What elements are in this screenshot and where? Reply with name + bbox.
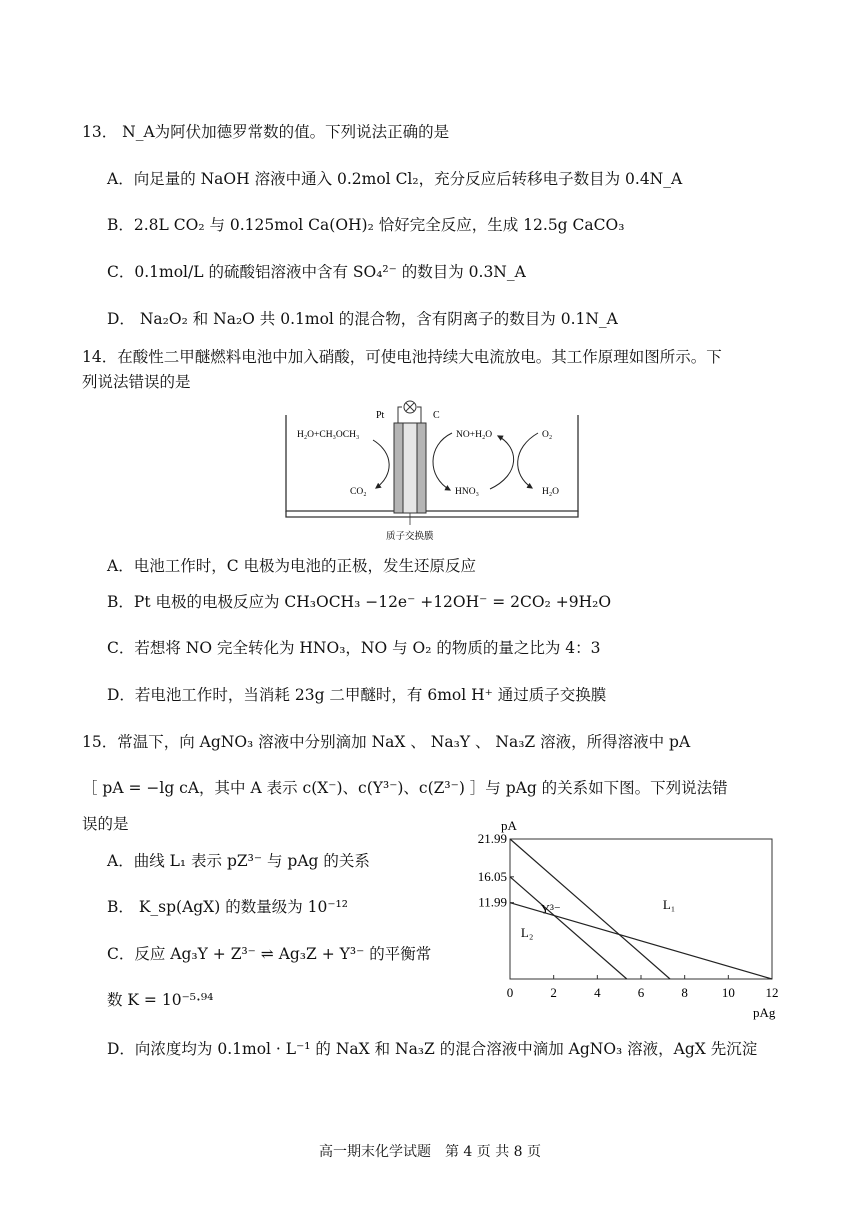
pt-electrode bbox=[394, 423, 403, 513]
q13-option-a: A．向足量的 NaOH 溶液中通入 0.2mol Cl₂，充分反应后转移电子数目为 0.4N_A bbox=[107, 170, 683, 188]
q15-stem-line2: ［ pA = −lg cA，其中 A 表示 c(X⁻)、c(Y³⁻)、c(Z³⁻) ］与 pAg 的关系如下图。下列说法错 bbox=[82, 779, 728, 797]
series-label: L₁ bbox=[662, 896, 676, 912]
x-tick-label: 12 bbox=[765, 985, 779, 1000]
product-right-label: H₂O bbox=[542, 487, 560, 497]
q15-option-a: A．曲线 L₁ 表示 pZ³⁻ 与 pAg 的关系 bbox=[107, 852, 370, 870]
y-axis-label: pA bbox=[501, 818, 517, 833]
q13-option-b: B．2.8L CO₂ 与 0.125mol Ca(OH)₂ 恰好完全反应，生成 12.5g CaCO₃ bbox=[107, 216, 625, 234]
x-tick-label: 10 bbox=[721, 985, 735, 1000]
q15-option-b: B． K_sp(AgX) 的数量级为 10⁻¹² bbox=[107, 898, 348, 916]
q15-stem-line3: 误的是 bbox=[82, 815, 129, 833]
c-label: C bbox=[433, 410, 440, 421]
q15-option-d: D．向浓度均为 0.1mol · L⁻¹ 的 NaX 和 Na₃Z 的混合溶液中滴加 AgNO₃ 溶液，AgX 先沉淀 bbox=[107, 1040, 758, 1058]
q14-stem-line1: 14．在酸性二甲醚燃料电池中加入硝酸，可使电池持续大电流放电。其工作原理如图所示。下 bbox=[82, 348, 722, 366]
x-tick-label: 4 bbox=[594, 985, 601, 1000]
membrane-label: 质子交换膜 bbox=[386, 532, 434, 542]
series-line bbox=[510, 839, 670, 979]
reactant-mid-label: NO+H₂O bbox=[456, 430, 493, 440]
y-tick-label: 16.05 bbox=[477, 868, 507, 884]
reactant-right-label: O₂ bbox=[542, 430, 553, 440]
product-left-label: CO₂ bbox=[350, 487, 367, 497]
q13-stem: 13． N_A为阿伏加德罗常数的值。下列说法正确的是 bbox=[82, 123, 450, 141]
q15-stem-line1: 15．常温下，向 AgNO₃ 溶液中分别滴加 NaX 、 Na₃Y 、 Na₃Z 溶液，所得溶液中 pA bbox=[82, 733, 691, 751]
proton-exchange-membrane bbox=[403, 423, 417, 513]
q14-option-a: A．电池工作时，C 电极为电池的正极，发生还原反应 bbox=[107, 557, 476, 575]
x-tick-label: 0 bbox=[506, 985, 514, 1000]
x-tick-label: 6 bbox=[637, 985, 645, 1000]
q14-option-d: D．若电池工作时，当消耗 23g 二甲醚时，有 6mol H⁺ 通过质子交换膜 bbox=[107, 686, 607, 704]
q14-option-b: B．Pt 电极的电极反应为 CH₃OCH₃ −12e⁻ +12OH⁻ = 2CO₂ +9H₂O bbox=[107, 593, 612, 611]
c-electrode bbox=[417, 423, 426, 513]
q14-option-c: C．若想将 NO 完全转化为 HNO₃，NO 与 O₂ 的物质的量之比为 4：3 bbox=[107, 639, 601, 657]
page-footer: 高一期末化学试题 第 4 页 共 8 页 bbox=[318, 1144, 542, 1160]
series-label: Y³⁻ bbox=[540, 901, 561, 917]
y-tick-label: 11.99 bbox=[478, 894, 507, 910]
x-axis-label: pAg bbox=[753, 1005, 776, 1020]
pa-vs-pag-chart bbox=[455, 812, 800, 1027]
q14-stem-line2: 列说法错误的是 bbox=[82, 373, 191, 391]
series-line bbox=[510, 903, 772, 979]
q15-option-c-line2: 数 K = 10⁻⁵·⁹⁴ bbox=[107, 991, 214, 1009]
x-tick-label: 8 bbox=[681, 985, 688, 1000]
x-tick-label: 2 bbox=[550, 985, 557, 1000]
pt-label: Pt bbox=[376, 410, 385, 421]
series-label: L₂ bbox=[520, 924, 534, 940]
y-tick-label: 21.99 bbox=[477, 831, 507, 846]
q13-option-c: C．0.1mol/L 的硫酸铝溶液中含有 SO₄²⁻ 的数目为 0.3N_A bbox=[107, 263, 526, 281]
reactant-left-label: H₂O+CH₃OCH₃ bbox=[297, 430, 360, 440]
q15-option-c-line1: C．反应 Ag₃Y + Z³⁻ ⇌ Ag₃Z + Y³⁻ 的平衡常 bbox=[107, 945, 432, 963]
product-mid-label: HNO₃ bbox=[455, 487, 479, 497]
q13-option-d: D． Na₂O₂ 和 Na₂O 共 0.1mol 的混合物，含有阴离子的数目为 0.1N_A bbox=[107, 310, 618, 328]
fuel-cell-diagram bbox=[280, 393, 590, 543]
